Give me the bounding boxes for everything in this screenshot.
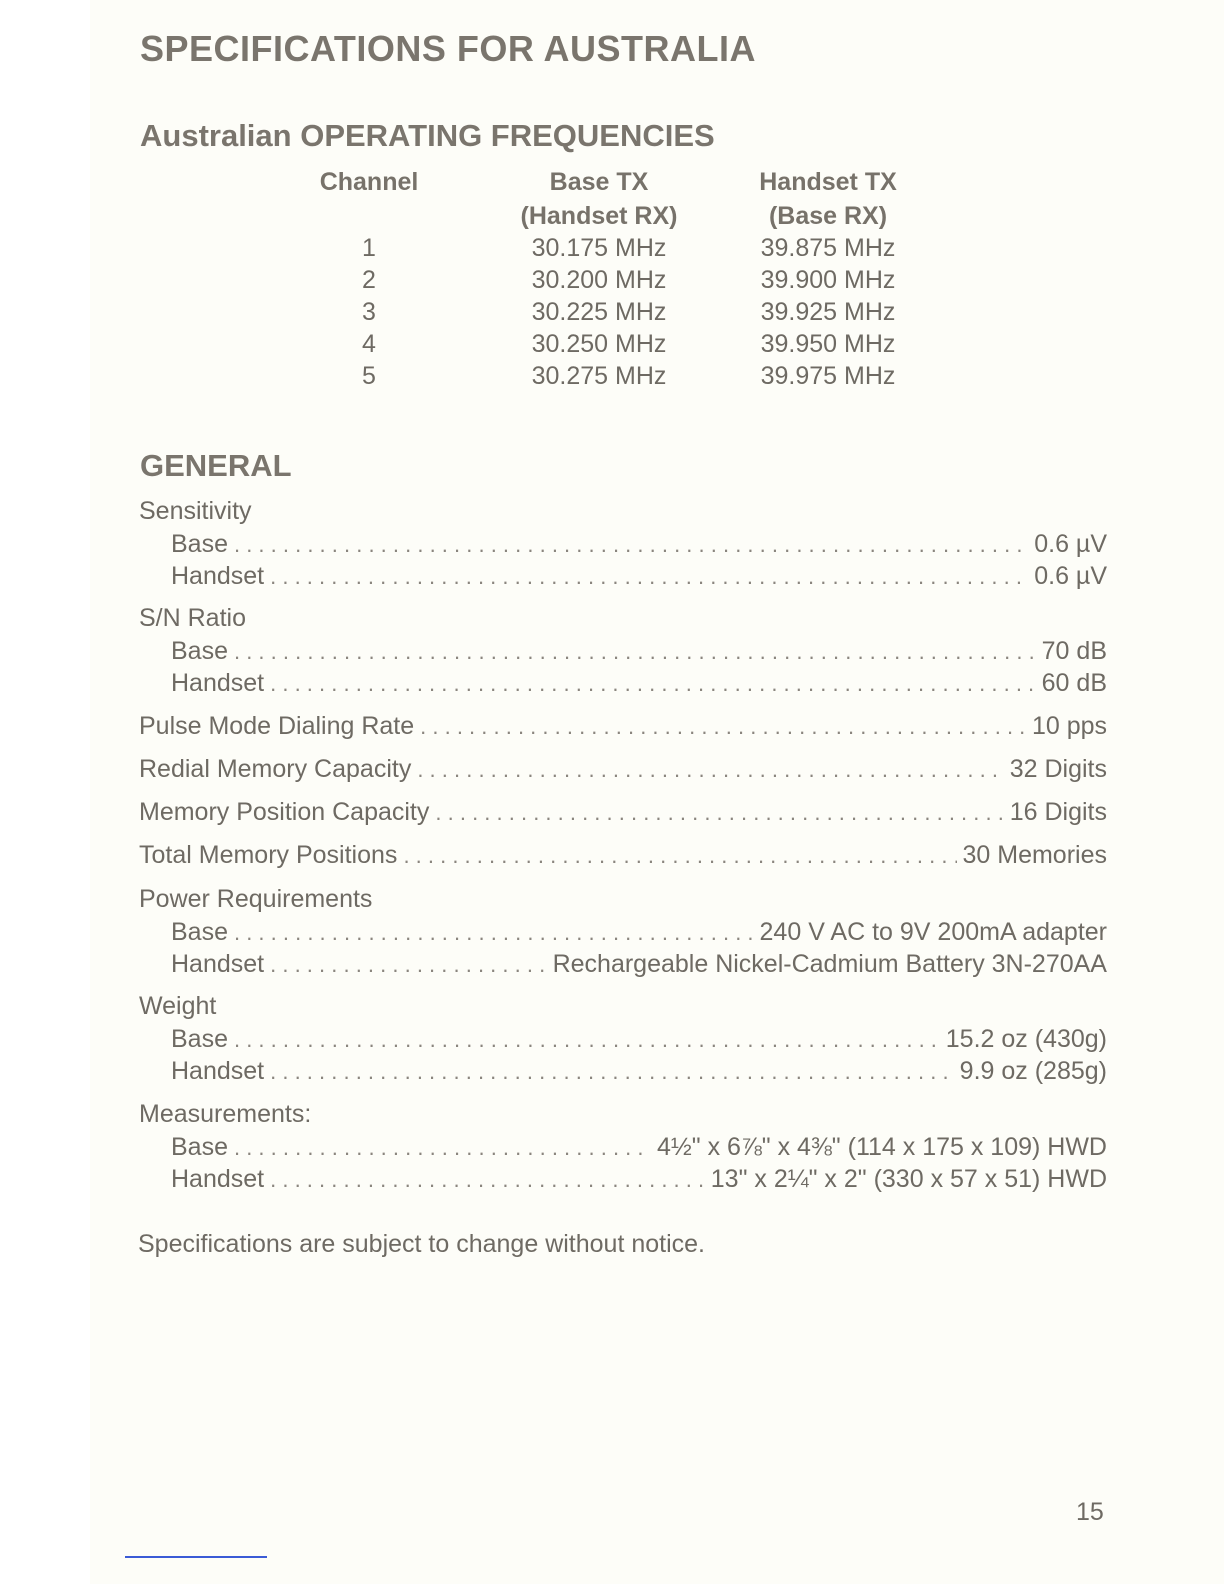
row-value: 240 V AC to 9V 200mA adapter <box>759 918 1107 946</box>
sensitivity-base-row <box>171 530 1107 562</box>
dot-leader <box>234 1027 940 1053</box>
channel-cell: 1 <box>362 234 376 262</box>
header-handset-rx: (Handset RX) <box>520 202 678 230</box>
channel-cell: 5 <box>362 362 376 390</box>
row-label: Total Memory Positions <box>139 841 398 869</box>
dot-leader <box>234 920 754 946</box>
handset-tx-cell: 39.875 MHz <box>760 234 896 262</box>
page-title: SPECIFICATIONS FOR AUSTRALIA <box>140 28 756 69</box>
pulse-mode-row <box>139 712 1107 744</box>
dot-leader <box>270 671 1036 697</box>
row-label: Base <box>171 918 228 946</box>
weight-label: Weight <box>139 992 217 1020</box>
row-label: Handset <box>171 950 265 978</box>
row-label: Base <box>171 530 228 558</box>
row-value: 13" x 2¼" x 2" (330 x 57 x 51) HWD <box>710 1165 1107 1193</box>
dot-leader <box>270 952 546 978</box>
sensitivity-handset-row <box>171 562 1107 594</box>
header-handset-tx: Handset TX <box>759 168 897 196</box>
dot-leader <box>270 564 1028 590</box>
row-value: 70 dB <box>1041 637 1107 665</box>
channel-cell: 3 <box>362 298 376 326</box>
header-base-rx: (Base RX) <box>768 202 888 230</box>
footnote: Specifications are subject to change without notice. <box>138 1230 706 1258</box>
dot-leader <box>234 639 1036 665</box>
sensitivity-label: Sensitivity <box>139 497 252 525</box>
measurements-base-row <box>171 1133 1107 1165</box>
row-label: Base <box>171 637 228 665</box>
row-value: 30 Memories <box>962 841 1107 869</box>
sn-ratio-handset-row <box>171 669 1107 701</box>
dot-leader <box>403 843 956 869</box>
row-value: 10 pps <box>1031 712 1107 740</box>
row-label: Handset <box>171 1165 265 1193</box>
base-tx-cell: 30.275 MHz <box>531 362 667 390</box>
row-value: 0.6 µV <box>1034 530 1107 558</box>
power-base-row <box>171 918 1107 950</box>
base-tx-cell: 30.175 MHz <box>531 234 667 262</box>
channel-cell: 4 <box>362 330 376 358</box>
row-label: Base <box>171 1025 228 1053</box>
base-tx-cell: 30.225 MHz <box>531 298 667 326</box>
row-label: Handset <box>171 669 265 697</box>
dot-leader <box>420 714 1026 740</box>
frequencies-title: Australian OPERATING FREQUENCIES <box>140 118 715 153</box>
row-value: 32 Digits <box>1009 755 1107 783</box>
dot-leader <box>435 800 1003 826</box>
header-base-tx: Base TX <box>549 168 649 196</box>
total-memory-row <box>139 841 1107 873</box>
row-value: Rechargeable Nickel-Cadmium Battery 3N-270AA <box>552 950 1107 978</box>
weight-handset-row <box>171 1057 1107 1089</box>
dot-leader <box>234 532 1028 558</box>
row-value: 0.6 µV <box>1034 562 1107 590</box>
row-value: 15.2 oz (430g) <box>945 1025 1107 1053</box>
handset-tx-cell: 39.975 MHz <box>760 362 896 390</box>
scan-edge-line <box>125 1556 267 1558</box>
weight-base-row <box>171 1025 1107 1057</box>
redial-memory-row <box>139 755 1107 787</box>
row-label: Redial Memory Capacity <box>139 755 412 783</box>
row-value: 4½" x 6⅞" x 4⅜" (114 x 175 x 109) HWD <box>657 1133 1107 1161</box>
row-value: 60 dB <box>1041 669 1107 697</box>
row-label: Handset <box>171 562 265 590</box>
measurements-label: Measurements: <box>139 1100 312 1128</box>
header-channel: Channel <box>319 168 419 196</box>
row-label: Memory Position Capacity <box>139 798 430 826</box>
base-tx-cell: 30.250 MHz <box>531 330 667 358</box>
row-value: 16 Digits <box>1009 798 1107 826</box>
measurements-handset-row <box>171 1165 1107 1197</box>
handset-tx-cell: 39.900 MHz <box>760 266 896 294</box>
row-label: Handset <box>171 1057 265 1085</box>
base-tx-cell: 30.200 MHz <box>531 266 667 294</box>
dot-leader <box>417 757 1003 783</box>
power-handset-row <box>171 950 1107 982</box>
memory-position-row <box>139 798 1107 830</box>
sn-ratio-label: S/N Ratio <box>139 604 246 632</box>
power-label: Power Requirements <box>139 885 373 913</box>
handset-tx-cell: 39.925 MHz <box>760 298 896 326</box>
dot-leader <box>234 1135 651 1161</box>
page-number: 15 <box>1076 1498 1104 1526</box>
row-label: Pulse Mode Dialing Rate <box>139 712 415 740</box>
dot-leader <box>270 1059 954 1085</box>
channel-cell: 2 <box>362 266 376 294</box>
row-value: 9.9 oz (285g) <box>959 1057 1107 1085</box>
dot-leader <box>270 1167 705 1193</box>
row-label: Base <box>171 1133 228 1161</box>
sn-ratio-base-row <box>171 637 1107 669</box>
handset-tx-cell: 39.950 MHz <box>760 330 896 358</box>
general-title: GENERAL <box>140 448 292 483</box>
